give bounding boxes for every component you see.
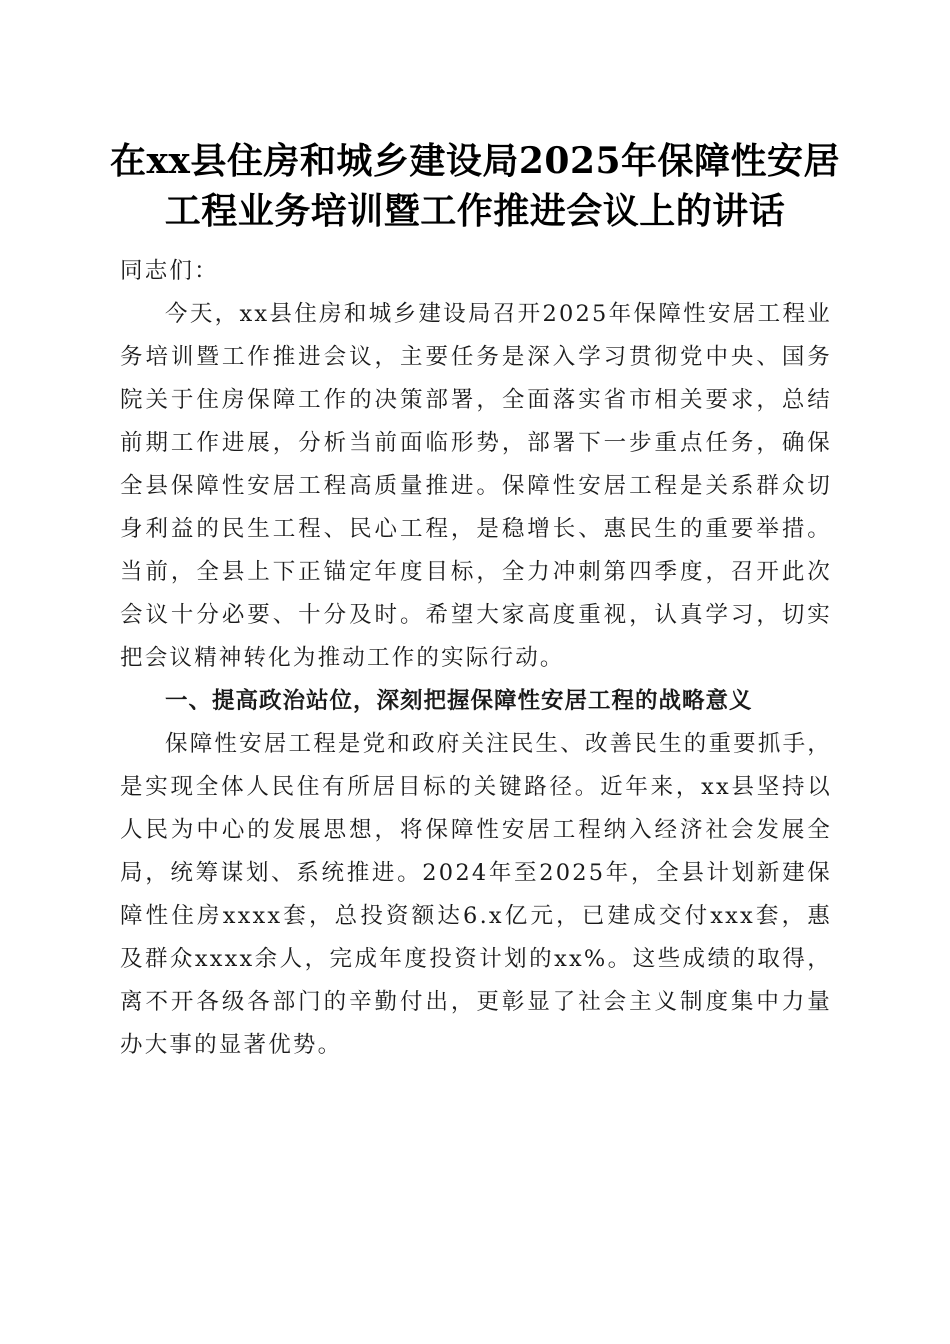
section-1-paragraph: 保障性安居工程是党和政府关注民生、改善民生的重要抓手，是实现全体人民住有所居目标的关键路径。近年来，xx县坚持以人民为中心的发展思想，将保障性安居工程纳入经济社会发展全局，统筹谋划、系统推进。2024年至2025年，全县计划新建保障性住房xxxx套，总投资额达6.x亿元，已建成交付xxx套，惠及群众xxxx余人，完成年度投资计划的xx%。这些成绩的取得，离不开各级各部门的辛勤付出，更彰显了社会主义制度集中力量办大事的显著优势。	[120, 731, 832, 1058]
title-line-2: 工程业务培训暨工作推进会议上的讲话	[164, 190, 786, 232]
title-line-1: 在xx县住房和城乡建设局2025年保障性安居	[109, 140, 841, 182]
intro-paragraph: 今天，xx县住房和城乡建设局召开2025年保障性安居工程业务培训暨工作推进会议，主要任务是深入学习贯彻党中央、国务院关于住房保障工作的决策部署，全面落实省市相关要求，总结前期工作进展，分析当前面临形势，部署下一步重点任务，确保全县保障性安居工程高质量推进。保障性安居工程是关系群众切身利益的民生工程、民心工程，是稳增长、惠民生的重要举措。当前，全县上下正锚定年度目标，全力冲刺第四季度，召开此次会议十分必要、十分及时。希望大家高度重视，认真学习，切实把会议精神转化为推动工作的实际行动。	[120, 301, 832, 671]
section-1-heading: 一、提高政治站位，深刻把握保障性安居工程的战略意义	[165, 688, 753, 714]
document-title	[60, 136, 890, 236]
salutation: 同志们：	[120, 258, 219, 284]
document-body	[120, 250, 832, 1067]
